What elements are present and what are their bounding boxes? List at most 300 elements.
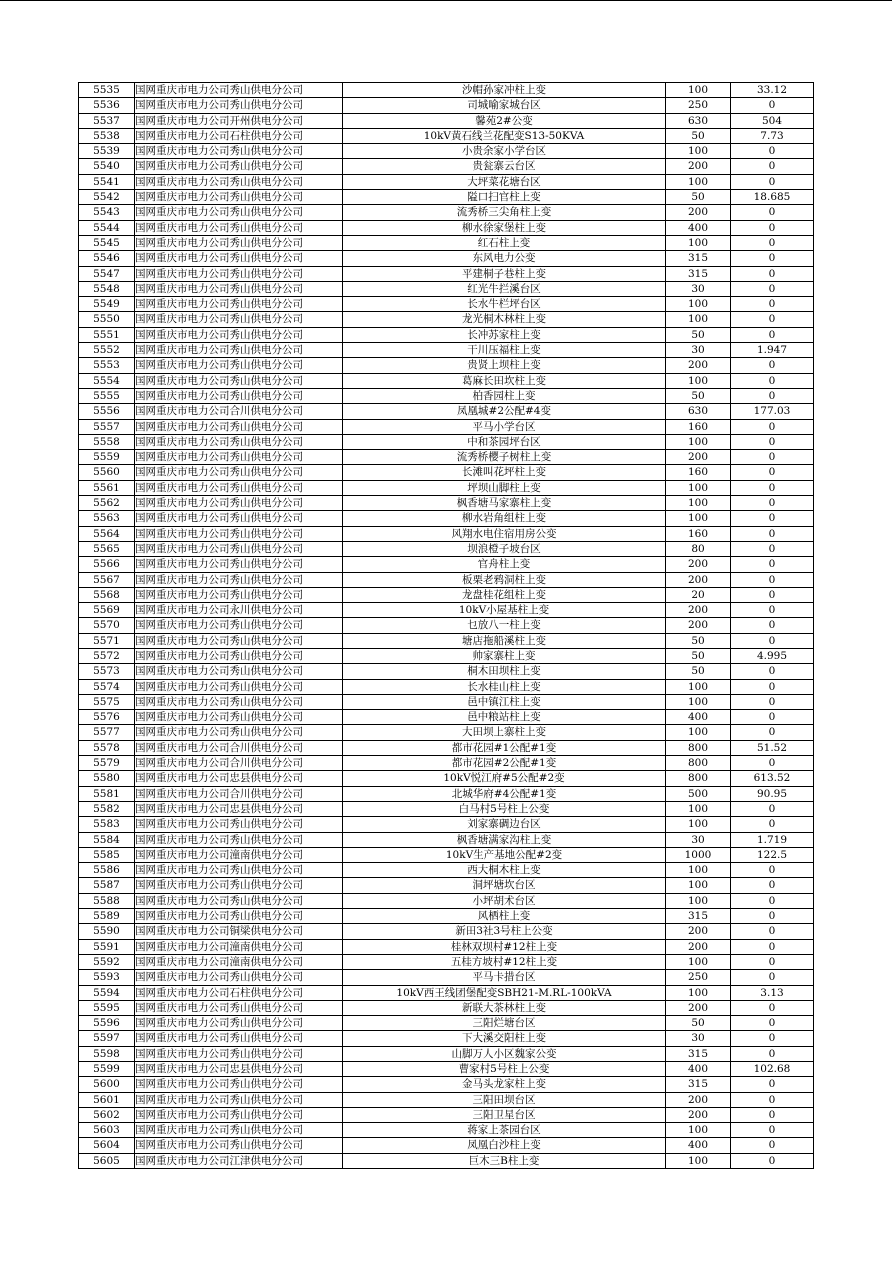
transformer-name-cell: 小坪胡术台区 <box>343 893 666 908</box>
company-cell: 国网重庆市电力公司秀山供电分公司 <box>135 1138 343 1153</box>
transformer-name-cell: 凤凰白沙柱上变 <box>343 1138 666 1153</box>
row-number-cell: 5543 <box>79 205 135 220</box>
table-row <box>79 924 814 939</box>
value-cell: 0 <box>731 98 814 113</box>
transformer-name-cell: 洞坪塘坎台区 <box>343 878 666 893</box>
table-row <box>79 909 814 924</box>
row-number-cell: 5561 <box>79 480 135 495</box>
value-cell: 0 <box>731 1123 814 1138</box>
table-row <box>79 220 814 235</box>
table-row <box>79 373 814 388</box>
transformer-name-cell: 龙盘桂花组柱上变 <box>343 587 666 602</box>
value-cell: 0 <box>731 144 814 159</box>
value-cell: 0 <box>731 633 814 648</box>
row-number-cell: 5560 <box>79 465 135 480</box>
table-row <box>79 205 814 220</box>
transformer-name-cell: 流秀桥三尖角柱上变 <box>343 205 666 220</box>
value-cell: 0 <box>731 496 814 511</box>
value-cell: 0 <box>731 373 814 388</box>
row-number-cell: 5555 <box>79 388 135 403</box>
capacity-cell: 100 <box>666 817 731 832</box>
value-cell: 0 <box>731 465 814 480</box>
capacity-cell: 200 <box>666 557 731 572</box>
table-row <box>79 159 814 174</box>
row-number-cell: 5547 <box>79 266 135 281</box>
value-cell: 0 <box>731 817 814 832</box>
table-row <box>79 388 814 403</box>
capacity-cell: 50 <box>666 128 731 143</box>
capacity-cell: 50 <box>666 190 731 205</box>
value-cell: 4.995 <box>731 648 814 663</box>
value-cell: 0 <box>731 557 814 572</box>
value-cell: 0 <box>731 526 814 541</box>
value-cell: 0 <box>731 924 814 939</box>
value-cell: 0 <box>731 511 814 526</box>
table-row <box>79 771 814 786</box>
row-number-cell: 5604 <box>79 1138 135 1153</box>
company-cell: 国网重庆市电力公司合川供电分公司 <box>135 756 343 771</box>
capacity-cell: 100 <box>666 893 731 908</box>
company-cell: 国网重庆市电力公司秀山供电分公司 <box>135 343 343 358</box>
value-cell: 0 <box>731 327 814 342</box>
value-cell: 0 <box>731 939 814 954</box>
transformer-name-cell: 蒋家上茶园台区 <box>343 1123 666 1138</box>
value-cell: 0 <box>731 174 814 189</box>
value-cell: 504 <box>731 113 814 128</box>
transformer-name-cell: 长滩叫花坪柱上变 <box>343 465 666 480</box>
row-number-cell: 5541 <box>79 174 135 189</box>
value-cell: 0 <box>731 679 814 694</box>
row-number-cell: 5556 <box>79 404 135 419</box>
row-number-cell: 5580 <box>79 771 135 786</box>
capacity-cell: 400 <box>666 1138 731 1153</box>
value-cell: 7.73 <box>731 128 814 143</box>
row-number-cell: 5570 <box>79 618 135 633</box>
table-row <box>79 235 814 250</box>
capacity-cell: 200 <box>666 924 731 939</box>
transformer-name-cell: 10kV西王线团堡配变SBH21-M.RL-100kVA <box>343 985 666 1000</box>
row-number-cell: 5586 <box>79 863 135 878</box>
company-cell: 国网重庆市电力公司秀山供电分公司 <box>135 159 343 174</box>
company-cell: 国网重庆市电力公司秀山供电分公司 <box>135 1000 343 1015</box>
transformer-name-cell: 三阳田坝台区 <box>343 1092 666 1107</box>
transformer-name-cell: 金马头龙家柱上变 <box>343 1077 666 1092</box>
capacity-cell: 315 <box>666 266 731 281</box>
company-cell: 国网重庆市电力公司秀山供电分公司 <box>135 557 343 572</box>
company-cell: 国网重庆市电力公司忠县供电分公司 <box>135 1062 343 1077</box>
table-row <box>79 281 814 296</box>
row-number-cell: 5571 <box>79 633 135 648</box>
row-number-cell: 5576 <box>79 710 135 725</box>
value-cell: 0 <box>731 388 814 403</box>
table-row <box>79 465 814 480</box>
row-number-cell: 5605 <box>79 1153 135 1168</box>
capacity-cell: 80 <box>666 541 731 556</box>
table-row <box>79 1062 814 1077</box>
table-row <box>79 251 814 266</box>
table-row <box>79 572 814 587</box>
company-cell: 国网重庆市电力公司秀山供电分公司 <box>135 235 343 250</box>
table-row <box>79 893 814 908</box>
capacity-cell: 30 <box>666 281 731 296</box>
value-cell: 0 <box>731 419 814 434</box>
row-number-cell: 5542 <box>79 190 135 205</box>
capacity-cell: 800 <box>666 771 731 786</box>
capacity-cell: 50 <box>666 633 731 648</box>
capacity-cell: 100 <box>666 480 731 495</box>
value-cell: 0 <box>731 159 814 174</box>
value-cell: 0 <box>731 541 814 556</box>
capacity-cell: 200 <box>666 159 731 174</box>
transformer-name-cell: 长水牛栏坪台区 <box>343 297 666 312</box>
transformer-name-cell: 大田坝上寨柱上变 <box>343 725 666 740</box>
row-number-cell: 5584 <box>79 832 135 847</box>
row-number-cell: 5554 <box>79 373 135 388</box>
company-cell: 国网重庆市电力公司秀山供电分公司 <box>135 587 343 602</box>
row-number-cell: 5562 <box>79 496 135 511</box>
transformer-name-cell: 长水桂山柱上变 <box>343 679 666 694</box>
row-number-cell: 5564 <box>79 526 135 541</box>
table-row <box>79 1046 814 1061</box>
table-row <box>79 618 814 633</box>
value-cell: 0 <box>731 878 814 893</box>
transformer-name-cell: 五桂方坡村#12柱上变 <box>343 954 666 969</box>
value-cell: 0 <box>731 205 814 220</box>
table-row <box>79 710 814 725</box>
table-row <box>79 557 814 572</box>
company-cell: 国网重庆市电力公司潼南供电分公司 <box>135 939 343 954</box>
company-cell: 国网重庆市电力公司忠县供电分公司 <box>135 801 343 816</box>
table-row <box>79 740 814 755</box>
row-number-cell: 5566 <box>79 557 135 572</box>
capacity-cell: 160 <box>666 419 731 434</box>
value-cell: 0 <box>731 1016 814 1031</box>
company-cell: 国网重庆市电力公司秀山供电分公司 <box>135 511 343 526</box>
value-cell: 102.68 <box>731 1062 814 1077</box>
transformer-name-cell: 10kV生产基地公配#2变 <box>343 847 666 862</box>
transformer-name-cell: 官舟柱上变 <box>343 557 666 572</box>
table-row <box>79 1153 814 1168</box>
company-cell: 国网重庆市电力公司潼南供电分公司 <box>135 847 343 862</box>
transformer-name-cell: 西大桐木柱上变 <box>343 863 666 878</box>
value-cell: 0 <box>731 480 814 495</box>
row-number-cell: 5592 <box>79 954 135 969</box>
value-cell: 0 <box>731 1153 814 1168</box>
capacity-cell: 200 <box>666 618 731 633</box>
transformer-name-cell: 邑中粮站柱上变 <box>343 710 666 725</box>
company-cell: 国网重庆市电力公司秀山供电分公司 <box>135 450 343 465</box>
transformer-name-cell: 平马小学台区 <box>343 419 666 434</box>
capacity-cell: 50 <box>666 664 731 679</box>
transformer-name-cell: 馨苑2#公变 <box>343 113 666 128</box>
row-number-cell: 5559 <box>79 450 135 465</box>
row-number-cell: 5590 <box>79 924 135 939</box>
capacity-cell: 50 <box>666 1016 731 1031</box>
value-cell: 0 <box>731 1000 814 1015</box>
table-row <box>79 694 814 709</box>
table-row <box>79 83 814 98</box>
table-row <box>79 664 814 679</box>
table-row <box>79 603 814 618</box>
row-number-cell: 5546 <box>79 251 135 266</box>
capacity-cell: 100 <box>666 878 731 893</box>
transformer-name-cell: 帅家寨柱上变 <box>343 648 666 663</box>
capacity-cell: 800 <box>666 756 731 771</box>
value-cell: 0 <box>731 297 814 312</box>
row-number-cell: 5573 <box>79 664 135 679</box>
transformer-name-cell: 凤凰城#2公配#4变 <box>343 404 666 419</box>
row-number-cell: 5557 <box>79 419 135 434</box>
capacity-cell: 100 <box>666 679 731 694</box>
transformer-name-cell: 柏香园柱上变 <box>343 388 666 403</box>
row-number-cell: 5539 <box>79 144 135 159</box>
capacity-cell: 315 <box>666 1077 731 1092</box>
capacity-cell: 100 <box>666 1123 731 1138</box>
capacity-cell: 400 <box>666 220 731 235</box>
transformer-name-cell: 刘家寨碉边台区 <box>343 817 666 832</box>
row-number-cell: 5579 <box>79 756 135 771</box>
transformer-name-cell: 10kV小屋基柱上变 <box>343 603 666 618</box>
table-row <box>79 1016 814 1031</box>
value-cell: 0 <box>731 970 814 985</box>
table-body <box>79 83 814 1169</box>
value-cell: 613.52 <box>731 771 814 786</box>
value-cell: 0 <box>731 312 814 327</box>
table-row <box>79 1138 814 1153</box>
table-row <box>79 98 814 113</box>
value-cell: 0 <box>731 603 814 618</box>
company-cell: 国网重庆市电力公司秀山供电分公司 <box>135 541 343 556</box>
company-cell: 国网重庆市电力公司秀山供电分公司 <box>135 419 343 434</box>
company-cell: 国网重庆市电力公司合川供电分公司 <box>135 740 343 755</box>
table-row <box>79 633 814 648</box>
table-row <box>79 174 814 189</box>
capacity-cell: 200 <box>666 572 731 587</box>
value-cell: 0 <box>731 434 814 449</box>
table-row <box>79 847 814 862</box>
company-cell: 国网重庆市电力公司秀山供电分公司 <box>135 1123 343 1138</box>
value-cell: 0 <box>731 694 814 709</box>
value-cell: 0 <box>731 572 814 587</box>
capacity-cell: 100 <box>666 863 731 878</box>
value-cell: 0 <box>731 266 814 281</box>
company-cell: 国网重庆市电力公司秀山供电分公司 <box>135 496 343 511</box>
row-number-cell: 5594 <box>79 985 135 1000</box>
company-cell: 国网重庆市电力公司潼南供电分公司 <box>135 954 343 969</box>
capacity-cell: 800 <box>666 740 731 755</box>
value-cell: 0 <box>731 281 814 296</box>
company-cell: 国网重庆市电力公司秀山供电分公司 <box>135 373 343 388</box>
transformer-name-cell: 贵瓮寨云台区 <box>343 159 666 174</box>
row-number-cell: 5535 <box>79 83 135 98</box>
company-cell: 国网重庆市电力公司秀山供电分公司 <box>135 297 343 312</box>
value-cell: 122.5 <box>731 847 814 862</box>
row-number-cell: 5548 <box>79 281 135 296</box>
table-row <box>79 297 814 312</box>
capacity-cell: 100 <box>666 1153 731 1168</box>
transformer-name-cell: 流秀桥樱子树柱上变 <box>343 450 666 465</box>
table-row <box>79 327 814 342</box>
table-row <box>79 679 814 694</box>
row-number-cell: 5598 <box>79 1046 135 1061</box>
transformer-name-cell: 新联大茶林柱上变 <box>343 1000 666 1015</box>
capacity-cell: 250 <box>666 98 731 113</box>
company-cell: 国网重庆市电力公司秀山供电分公司 <box>135 281 343 296</box>
company-cell: 国网重庆市电力公司秀山供电分公司 <box>135 266 343 281</box>
value-cell: 0 <box>731 664 814 679</box>
table-row <box>79 756 814 771</box>
row-number-cell: 5603 <box>79 1123 135 1138</box>
row-number-cell: 5589 <box>79 909 135 924</box>
company-cell: 国网重庆市电力公司秀山供电分公司 <box>135 327 343 342</box>
value-cell: 0 <box>731 1031 814 1046</box>
row-number-cell: 5545 <box>79 235 135 250</box>
table-row <box>79 266 814 281</box>
value-cell: 0 <box>731 1138 814 1153</box>
capacity-cell: 400 <box>666 710 731 725</box>
company-cell: 国网重庆市电力公司秀山供电分公司 <box>135 1077 343 1092</box>
capacity-cell: 315 <box>666 1046 731 1061</box>
transformer-name-cell: 桐木田坝柱上变 <box>343 664 666 679</box>
capacity-cell: 50 <box>666 388 731 403</box>
transformer-name-cell: 坝浪橙子坡台区 <box>343 541 666 556</box>
transformer-name-cell: 东风电力公变 <box>343 251 666 266</box>
transformer-name-cell: 隘口扫官柱上变 <box>343 190 666 205</box>
capacity-cell: 200 <box>666 1107 731 1122</box>
capacity-cell: 250 <box>666 970 731 985</box>
row-number-cell: 5572 <box>79 648 135 663</box>
row-number-cell: 5558 <box>79 434 135 449</box>
table-row <box>79 863 814 878</box>
table-row <box>79 832 814 847</box>
capacity-cell: 100 <box>666 985 731 1000</box>
company-cell: 国网重庆市电力公司秀山供电分公司 <box>135 1031 343 1046</box>
row-number-cell: 5577 <box>79 725 135 740</box>
row-number-cell: 5578 <box>79 740 135 755</box>
capacity-cell: 630 <box>666 113 731 128</box>
transformer-name-cell: 司城喻家城台区 <box>343 98 666 113</box>
transformer-name-cell: 红石柱上变 <box>343 235 666 250</box>
value-cell: 3.13 <box>731 985 814 1000</box>
row-number-cell: 5595 <box>79 1000 135 1015</box>
row-number-cell: 5565 <box>79 541 135 556</box>
table-row <box>79 113 814 128</box>
capacity-cell: 100 <box>666 694 731 709</box>
company-cell: 国网重庆市电力公司合川供电分公司 <box>135 404 343 419</box>
transformer-name-cell: 中和茶园坪台区 <box>343 434 666 449</box>
row-number-cell: 5568 <box>79 587 135 602</box>
page-top-rule <box>0 0 892 1</box>
company-cell: 国网重庆市电力公司秀山供电分公司 <box>135 480 343 495</box>
transformer-name-cell: 板栗老鸦洞柱上变 <box>343 572 666 587</box>
company-cell: 国网重庆市电力公司秀山供电分公司 <box>135 679 343 694</box>
company-cell: 国网重庆市电力公司秀山供电分公司 <box>135 174 343 189</box>
value-cell: 90.95 <box>731 786 814 801</box>
row-number-cell: 5574 <box>79 679 135 694</box>
row-number-cell: 5581 <box>79 786 135 801</box>
table-row <box>79 954 814 969</box>
company-cell: 国网重庆市电力公司江津供电分公司 <box>135 1153 343 1168</box>
value-cell: 0 <box>731 235 814 250</box>
capacity-cell: 30 <box>666 1031 731 1046</box>
table-row <box>79 496 814 511</box>
company-cell: 国网重庆市电力公司秀山供电分公司 <box>135 98 343 113</box>
transformer-name-cell: 坪坝山脚柱上变 <box>343 480 666 495</box>
table-row <box>79 541 814 556</box>
transformer-name-cell: 风栖柱上变 <box>343 909 666 924</box>
transformer-name-cell: 都市花园#2公配#1变 <box>343 756 666 771</box>
value-cell: 0 <box>731 1046 814 1061</box>
company-cell: 国网重庆市电力公司秀山供电分公司 <box>135 465 343 480</box>
company-cell: 国网重庆市电力公司秀山供电分公司 <box>135 83 343 98</box>
transformer-name-cell: 大坪菜花塘台区 <box>343 174 666 189</box>
transformer-name-cell: 桂林双坝村#12柱上变 <box>343 939 666 954</box>
table-row <box>79 526 814 541</box>
table-row <box>79 1092 814 1107</box>
value-cell: 0 <box>731 358 814 373</box>
company-cell: 国网重庆市电力公司秀山供电分公司 <box>135 312 343 327</box>
row-number-cell: 5597 <box>79 1031 135 1046</box>
company-cell: 国网重庆市电力公司开州供电分公司 <box>135 113 343 128</box>
row-number-cell: 5601 <box>79 1092 135 1107</box>
transformer-name-cell: 平马卡措台区 <box>343 970 666 985</box>
table-row <box>79 434 814 449</box>
table-row <box>79 878 814 893</box>
company-cell: 国网重庆市电力公司秀山供电分公司 <box>135 358 343 373</box>
table-row <box>79 358 814 373</box>
table-row <box>79 939 814 954</box>
value-cell: 0 <box>731 618 814 633</box>
row-number-cell: 5549 <box>79 297 135 312</box>
row-number-cell: 5550 <box>79 312 135 327</box>
value-cell: 0 <box>731 220 814 235</box>
capacity-cell: 500 <box>666 786 731 801</box>
company-cell: 国网重庆市电力公司秀山供电分公司 <box>135 434 343 449</box>
row-number-cell: 5563 <box>79 511 135 526</box>
transformer-name-cell: 柳水徐家堡柱上变 <box>343 220 666 235</box>
transformer-name-cell: 龙光桐木林柱上变 <box>343 312 666 327</box>
company-cell: 国网重庆市电力公司秀山供电分公司 <box>135 909 343 924</box>
company-cell: 国网重庆市电力公司秀山供电分公司 <box>135 1107 343 1122</box>
company-cell: 国网重庆市电力公司秀山供电分公司 <box>135 893 343 908</box>
capacity-cell: 1000 <box>666 847 731 862</box>
row-number-cell: 5575 <box>79 694 135 709</box>
capacity-cell: 100 <box>666 434 731 449</box>
company-cell: 国网重庆市电力公司秀山供电分公司 <box>135 832 343 847</box>
transformer-name-cell: 新田3社3号柱上公变 <box>343 924 666 939</box>
capacity-cell: 50 <box>666 327 731 342</box>
capacity-cell: 100 <box>666 511 731 526</box>
row-number-cell: 5588 <box>79 893 135 908</box>
transformer-name-cell: 邑中镇江柱上变 <box>343 694 666 709</box>
value-cell: 0 <box>731 450 814 465</box>
capacity-cell: 630 <box>666 404 731 419</box>
table-row <box>79 480 814 495</box>
company-cell: 国网重庆市电力公司秀山供电分公司 <box>135 648 343 663</box>
row-number-cell: 5553 <box>79 358 135 373</box>
row-number-cell: 5591 <box>79 939 135 954</box>
transformer-name-cell: 都市花园#1公配#1变 <box>343 740 666 755</box>
value-cell: 0 <box>731 710 814 725</box>
transformer-name-cell: 曹家村5号柱上公变 <box>343 1062 666 1077</box>
transformer-name-cell: 小贵余家小学台区 <box>343 144 666 159</box>
capacity-cell: 100 <box>666 174 731 189</box>
transformer-name-cell: 乜放八一柱上变 <box>343 618 666 633</box>
company-cell: 国网重庆市电力公司合川供电分公司 <box>135 786 343 801</box>
table-row <box>79 1031 814 1046</box>
row-number-cell: 5582 <box>79 801 135 816</box>
company-cell: 国网重庆市电力公司秀山供电分公司 <box>135 1016 343 1031</box>
